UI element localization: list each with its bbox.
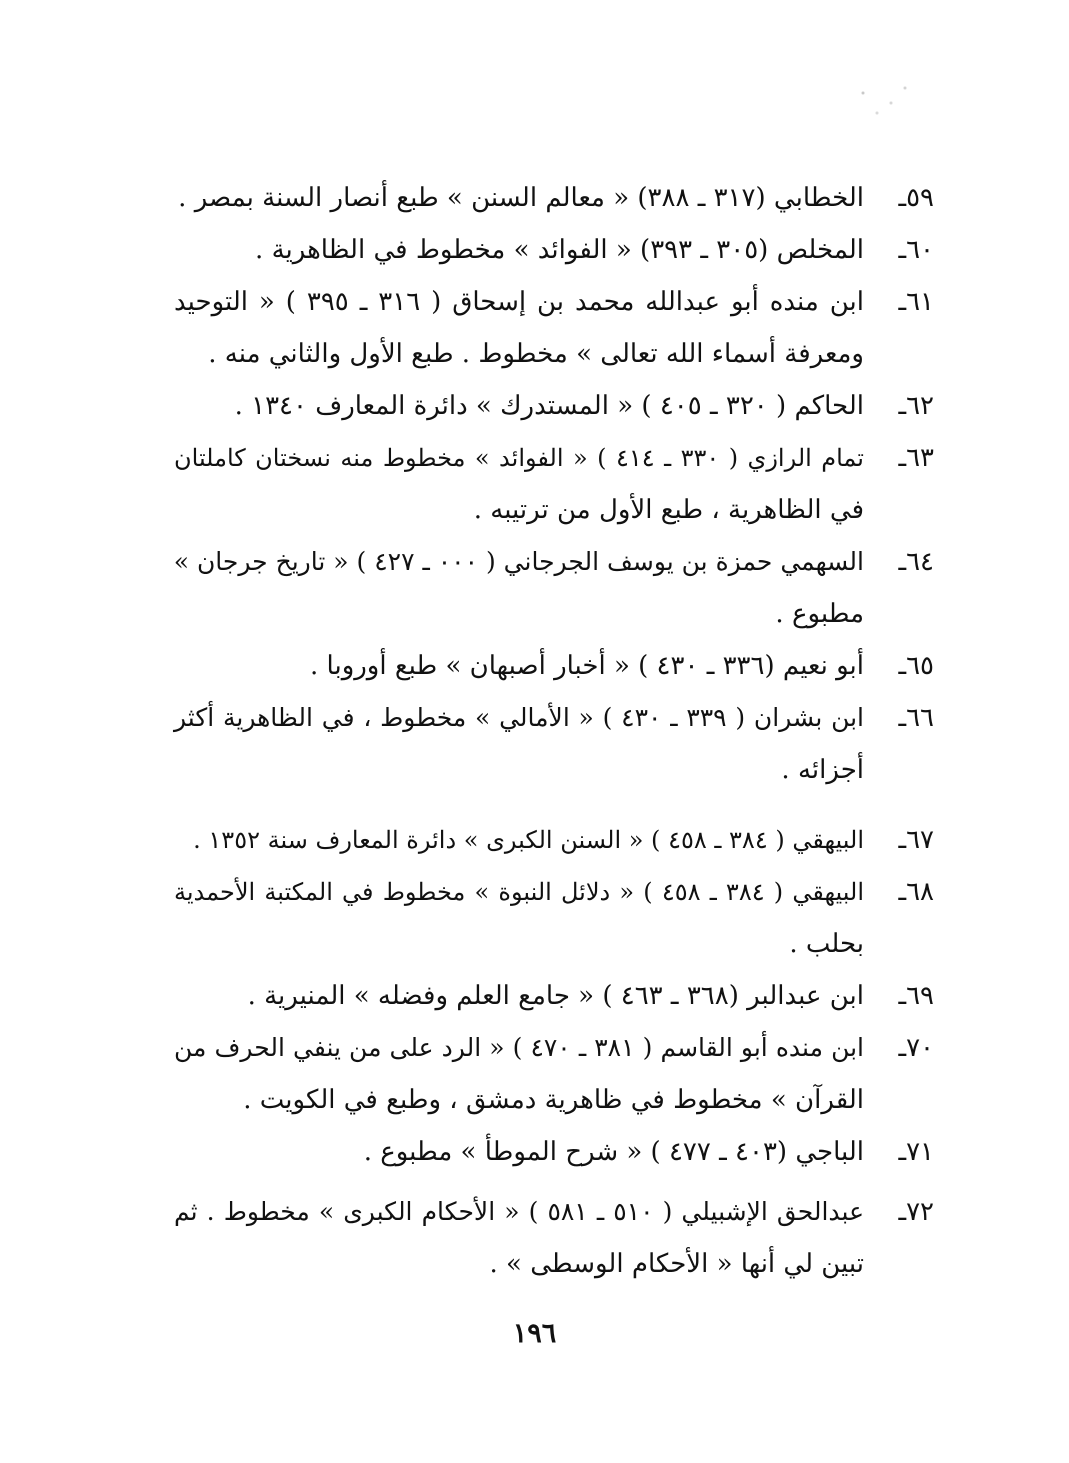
list-item — [174, 432, 934, 536]
entry-number: ٦٨ـ — [898, 877, 934, 907]
entry-text-line: في الظاهرية ، طبع الأول من ترتيبه . — [473, 495, 864, 525]
list-item — [174, 1126, 934, 1178]
entry-text-line: ابن عبدالبر (٣٦٨ ـ ٤٦٣ ) « جامع العلم وفضله » المنيرية . — [247, 981, 864, 1011]
entry-number: ٦٥ـ — [898, 651, 934, 681]
bibliography-list — [174, 172, 934, 1290]
entry-text-line: الحاكم ( ٣٢٠ ـ ٤٠٥ ) « المستدرك » دائرة المعارف ١٣٤٠ . — [234, 391, 864, 421]
list-item — [174, 172, 934, 224]
entry-text-line: البيهقي ( ٣٨٤ ـ ٤٥٨ ) « السنن الكبرى » دائرة المعارف سنة ١٣٥٢ . — [193, 826, 864, 854]
list-item — [174, 536, 934, 640]
list-item — [174, 1022, 934, 1126]
entry-number: ٦٩ـ — [898, 981, 934, 1011]
entry-text-line: أبو نعيم (٣٣٦ ـ ٤٣٠ ) « أخبار أصبهان » طبع أوروبا . — [310, 651, 864, 681]
entry-number: ٦٢ـ — [898, 391, 934, 421]
entry-text-line: بحلب . — [789, 929, 864, 959]
entry-number: ٦٧ـ — [898, 825, 934, 855]
list-item — [174, 640, 934, 692]
entry-number: ٧٢ـ — [898, 1197, 934, 1227]
list-item — [174, 866, 934, 970]
entry-text-line: الباجي (٤٠٣ ـ ٤٧٧ ) « شرح الموطأ » مطبوع . — [363, 1137, 864, 1167]
list-item — [174, 814, 934, 866]
list-item — [174, 1186, 934, 1290]
entry-text-line: البيهقي ( ٣٨٤ ـ ٤٥٨ ) « دلائل النبوة » مخطوط في المكتبة الأحمدية — [174, 878, 864, 906]
entry-text-line: أجزائه . — [781, 755, 864, 785]
entry-number: ٦٤ـ — [898, 547, 934, 577]
list-item — [174, 692, 934, 796]
entry-text-line: عبدالحق الإشبيلي ( ٥١٠ ـ ٥٨١ ) « الأحكام الكبرى » مخطوط . ثم — [174, 1197, 864, 1226]
entry-number: ٧٠ـ — [898, 1033, 934, 1063]
entry-text-line: ابن منده أبو القاسم ( ٣٨١ ـ ٤٧٠ ) « الرد على من ينفي الحرف من — [174, 1033, 865, 1062]
scan-speckle — [849, 78, 919, 128]
entry-text-line: تمام الرازي ( ٣٣٠ ـ ٤١٤ ) « الفوائد » مخطوط منه نسختان كاملتان — [174, 444, 864, 472]
entry-number: ٦٣ـ — [898, 443, 934, 473]
list-item — [174, 970, 934, 1022]
list-item — [174, 224, 934, 276]
entry-number: ٧١ـ — [898, 1137, 934, 1167]
list-item — [174, 276, 934, 380]
page-number: ١٩٦ — [512, 1318, 557, 1349]
entry-number: ٥٩ـ — [898, 183, 934, 213]
entry-text-line: ابن بشران ( ٣٣٩ ـ ٤٣٠ ) « الأمالي » مخطوط ، في الظاهرية أكثر — [174, 703, 865, 732]
entry-text-line: ابن منده أبو عبدالله محمد بن إسحاق ( ٣١٦ ـ ٣٩٥ ) « التوحيد — [174, 287, 864, 317]
entry-text-line: الخطابي (٣١٧ ـ ٣٨٨) « معالم السنن » طبع أنصار السنة بمصر . — [178, 183, 864, 213]
entry-number: ٦٦ـ — [898, 703, 934, 733]
entry-text-line: تبين لي أنها « الأحكام الوسطى » . — [489, 1249, 864, 1279]
entry-text-line: السهمي حمزة بن يوسف الجرجاني ( ٠٠٠ ـ ٤٢٧ ) « تاريخ جرجان » — [173, 547, 864, 576]
entry-number: ٦١ـ — [898, 287, 934, 317]
entry-text-line: القرآن » مخطوط في ظاهرية دمشق ، وطبع في الكويت . — [243, 1085, 864, 1115]
entry-text-line: مطبوع . — [775, 599, 864, 629]
entry-text-line: المخلص (٣٠٥ ـ ٣٩٣) « الفوائد » مخطوط في الظاهرية . — [255, 235, 864, 265]
entry-text-line: ومعرفة أسماء الله تعالى » مخطوط . طبع الأول والثاني منه . — [208, 339, 864, 369]
entry-number: ٦٠ـ — [898, 235, 934, 265]
list-item — [174, 380, 934, 432]
